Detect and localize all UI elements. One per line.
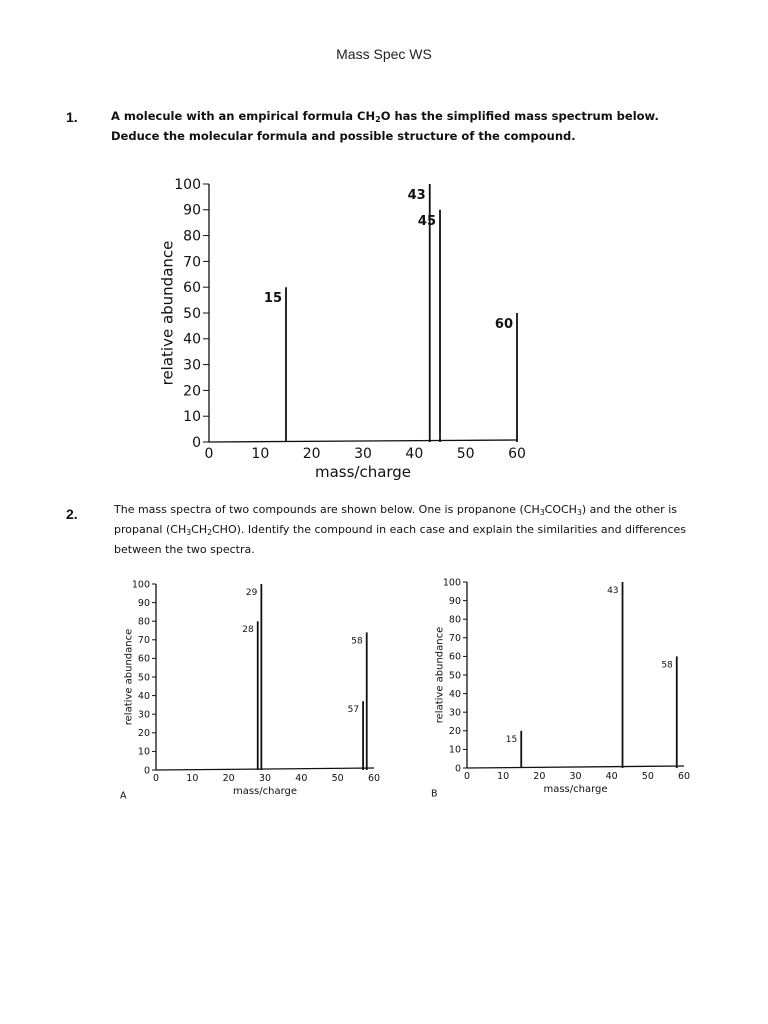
- x-tick-label: 60: [367, 772, 381, 784]
- q1-text-part: A molecule with an empirical formula CH: [111, 109, 376, 123]
- y-tick-label: 40: [448, 688, 461, 700]
- y-tick-label: 70: [183, 254, 201, 271]
- question-1-number: 1.: [66, 109, 78, 125]
- page-title: Mass Spec WS: [336, 46, 432, 62]
- q2-text-part: COCH: [544, 503, 577, 516]
- y-tick-label: 30: [137, 709, 150, 721]
- y-tick-label: 90: [137, 597, 150, 609]
- y-tick-label: 80: [137, 616, 150, 628]
- y-tick-label: 0: [192, 434, 201, 451]
- x-tick-label: 20: [222, 772, 235, 784]
- q1-text-part: O has the simplified mass spectrum below. Deduce the molecular formula and possible structure of the compound.: [111, 109, 659, 143]
- y-tick-label: 70: [448, 633, 461, 645]
- peak-label-28: 28: [242, 625, 254, 636]
- y-tick-label: 0: [143, 765, 150, 777]
- x-axis-line: [467, 766, 684, 768]
- y-axis-label: relative abundance: [158, 240, 177, 386]
- y-tick-label: 20: [448, 726, 461, 738]
- y-tick-label: 30: [183, 357, 201, 374]
- y-tick-label: 50: [137, 672, 150, 684]
- peak-label-15: 15: [263, 291, 282, 307]
- x-axis-label: mass/charge: [314, 463, 412, 481]
- y-tick-label: 60: [137, 653, 150, 665]
- y-tick-label: 10: [137, 746, 150, 758]
- x-tick-label: 30: [258, 772, 272, 784]
- peak-label-29: 29: [245, 588, 258, 598]
- y-tick-label: 0: [454, 763, 461, 775]
- y-tick-label: 100: [442, 577, 461, 589]
- q2-text-part: ) and the other is propanal (CH: [114, 503, 677, 536]
- y-tick-label: 70: [137, 635, 150, 647]
- q2-subscript: 3: [539, 508, 545, 517]
- x-tick-label: 60: [677, 770, 691, 782]
- x-tick-label: 40: [605, 770, 618, 782]
- x-tick-label: 50: [456, 446, 475, 463]
- x-tick-label: 30: [354, 446, 372, 463]
- y-tick-label: 100: [174, 176, 201, 193]
- x-tick-label: 10: [497, 770, 510, 782]
- peak-label-58: 58: [661, 660, 673, 671]
- x-tick-label: 30: [569, 770, 582, 782]
- y-tick-label: 80: [183, 228, 201, 245]
- peak-label-58: 58: [351, 636, 363, 647]
- x-axis-label: mass/charge: [232, 785, 298, 797]
- x-tick-label: 20: [302, 446, 321, 463]
- chart-label: B: [431, 788, 438, 800]
- q2-text-part: CH: [191, 523, 208, 536]
- y-tick-label: 10: [448, 744, 461, 756]
- peak-label-43: 43: [407, 188, 426, 203]
- q2-subscript: 3: [576, 508, 582, 517]
- y-tick-label: 80: [448, 614, 461, 626]
- y-tick-label: 100: [131, 579, 150, 591]
- y-tick-label: 40: [183, 331, 201, 348]
- x-tick-label: 50: [331, 772, 344, 784]
- x-tick-label: 60: [508, 446, 526, 463]
- x-tick-label: 10: [251, 446, 270, 463]
- y-tick-label: 90: [183, 202, 201, 219]
- q2-subscript: 2: [207, 528, 212, 537]
- y-tick-label: 50: [183, 305, 201, 322]
- y-tick-label: 40: [137, 690, 150, 702]
- q1-subscript: 2: [375, 115, 381, 124]
- q2-text-part: The mass spectra of two compounds are shown below. One is propanone (CH: [114, 503, 540, 516]
- x-tick-label: 0: [152, 772, 160, 784]
- peak-label-15: 15: [505, 734, 518, 745]
- y-tick-label: 50: [448, 670, 461, 682]
- q2-subscript: 3: [186, 528, 192, 537]
- y-tick-label: 20: [137, 728, 150, 740]
- peak-label-57: 57: [347, 705, 360, 716]
- y-axis-label: relative abundance: [123, 628, 135, 726]
- y-axis-label: relative abundance: [434, 626, 446, 724]
- x-tick-label: 20: [533, 770, 546, 782]
- q2-text-part: CHO). Identify the compound in each case and explain the similarities and differences between the two spectra.: [114, 523, 686, 556]
- peak-label-45: 45: [417, 213, 436, 229]
- x-tick-label: 40: [295, 772, 308, 784]
- y-tick-label: 10: [183, 409, 201, 426]
- y-tick-label: 60: [183, 280, 201, 297]
- question-2-number: 2.: [66, 506, 78, 522]
- y-tick-label: 30: [448, 707, 461, 719]
- x-tick-label: 0: [463, 770, 471, 782]
- y-tick-label: 90: [448, 595, 461, 607]
- y-tick-label: 20: [183, 383, 201, 400]
- y-tick-label: 60: [448, 651, 461, 663]
- peak-label-43: 43: [607, 586, 619, 596]
- peak-label-60: 60: [494, 317, 513, 332]
- x-tick-label: 0: [204, 446, 214, 463]
- chart-label: A: [120, 790, 127, 802]
- x-tick-label: 40: [405, 446, 424, 463]
- x-axis-label: mass/charge: [543, 783, 608, 795]
- x-tick-label: 50: [641, 770, 654, 782]
- x-tick-label: 10: [186, 772, 199, 784]
